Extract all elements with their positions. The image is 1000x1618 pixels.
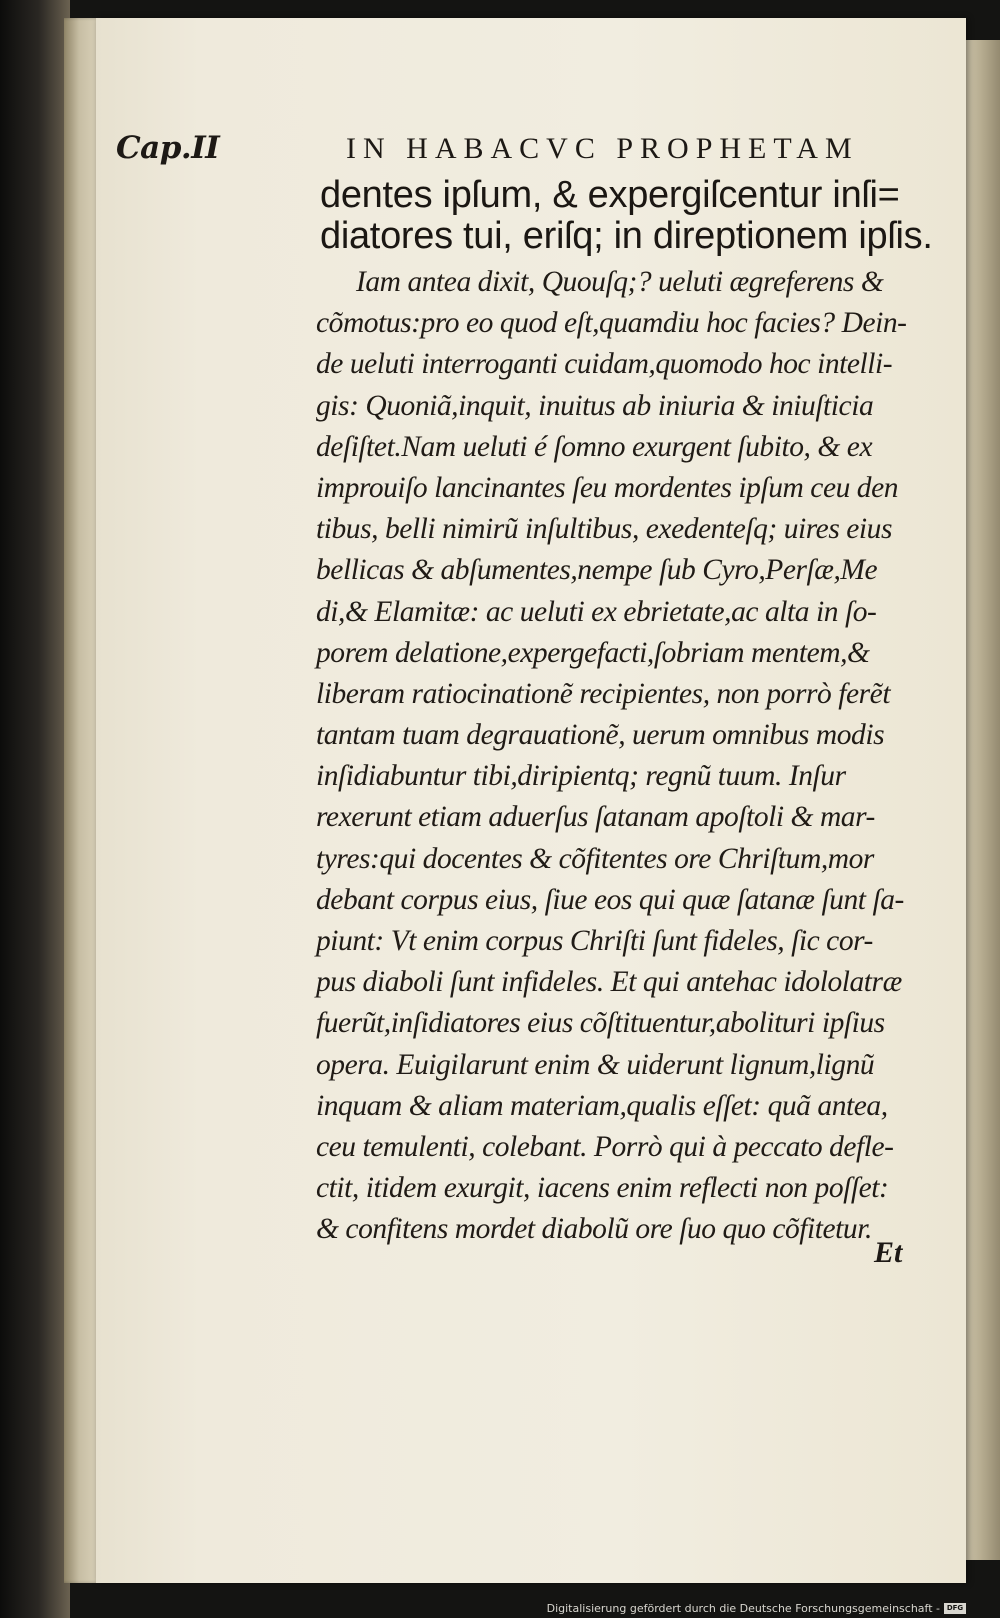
digitization-credit (547, 1602, 966, 1615)
text-line: debant corpus eius, ſiue eos qui quæ ſatanæ ſunt ſa- (316, 883, 904, 916)
opening-line-2: diatores tui, eriſq; in direptionem ipſis. (320, 215, 933, 257)
chapter-label: Cap.II (116, 130, 220, 166)
binding-gutter (0, 0, 70, 1618)
credit-text: Digitalisierung gefördert durch die Deutsche Forschungsgemeinschaft - (546, 1602, 940, 1615)
catchword: Et (874, 1236, 903, 1269)
dfg-logo-icon: DFG (944, 1603, 966, 1614)
commentary-text (316, 262, 906, 1251)
opening-line-1: dentes ipſum, & expergiſcentur inſi= (320, 174, 900, 216)
fore-edge (962, 40, 1000, 1560)
text-line: rexerunt etiam aduerſus ſatanam apoſtoli & mar- (316, 801, 875, 834)
text-line: & confitens mordet diabolũ ore ſuo quo cõfitetur. (316, 1213, 872, 1246)
text-line: tantam tuam degrauationẽ, uerum omnibus modis (316, 719, 885, 752)
text-line: cõmotus:pro eo quod eſt,quamdiu hoc facies? Dein- (316, 307, 907, 340)
text-line: opera. Euigilarunt enim & uiderunt lignum,lignũ (316, 1048, 875, 1081)
text-line: porem delatione,expergefacti,ſobriam mentem,& (316, 636, 870, 669)
text-line: ctit, itidem exurgit, iacens enim reflecti non poſſet: (316, 1172, 889, 1205)
text-line: di,& Elamitæ: ac ueluti ex ebrietate,ac alta in ſo- (316, 595, 877, 628)
text-line: pus diaboli ſunt infideles. Et qui antehac idololatræ (316, 966, 902, 999)
text-line: tibus, belli nimirũ inſultibus, exedenteſq; uires eius (316, 513, 892, 546)
text-line: de ueluti interroganti cuidam,quomodo hoc intelli- (316, 348, 893, 381)
page-header (116, 126, 876, 172)
text-line: liberam ratiocinationẽ recipientes, non porrò ferẽt (316, 677, 891, 710)
text-line: bellicas & abſumentes,nempe ſub Cyro,Perſæ,Me (316, 554, 878, 587)
text-line: piunt: Vt enim corpus Chriſti ſunt fideles, ſic cor- (316, 925, 873, 957)
text-line: improuiſo lancinantes ſeu mordentes ipſum ceu den (316, 471, 899, 504)
text-line: Iam antea dixit, Quouſq;? ueluti ægreferens & (356, 266, 884, 298)
text-line: fuerũt,inſidiatores eius cõſtituentur,abolituri ipſius (316, 1007, 885, 1040)
text-line: inſidiabuntur tibi,diripientq; regnũ tuum. Inſur (316, 760, 846, 793)
text-line: inquam & aliam materiam,qualis eſſet: quã antea, (316, 1089, 888, 1122)
text-line: deſiſtet.Nam ueluti é ſomno exurgent ſubito, & ex (316, 430, 873, 463)
text-line: ceu temulenti, colebant. Porrò qui à peccato defle- (316, 1130, 894, 1163)
text-line: gis: Quoniã,inquit, inuitus ab iniuria & iniuſticia (316, 389, 874, 422)
text-line: tyres:qui docentes & cõfitentes ore Chriſtum,mor (316, 842, 874, 875)
running-title: IN HABACVC PROPHETAM (346, 132, 859, 165)
